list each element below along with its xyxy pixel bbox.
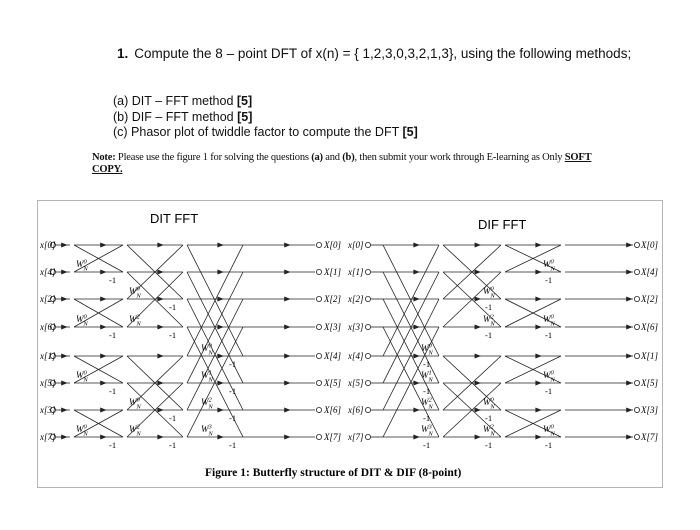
note-text: and bbox=[322, 152, 343, 163]
method-item-c bbox=[113, 125, 418, 141]
dit-output-label: X[7] bbox=[324, 432, 342, 442]
node-circle bbox=[634, 296, 639, 301]
method-marks: [5] bbox=[402, 125, 418, 139]
arrow-head bbox=[475, 353, 481, 358]
twiddle-factor: $W^0$ N bbox=[483, 285, 495, 300]
arrow-head bbox=[217, 380, 223, 385]
node-circle bbox=[634, 242, 639, 247]
arrow-head bbox=[217, 269, 223, 274]
arrow-head bbox=[61, 434, 67, 439]
arrow-head bbox=[157, 353, 163, 358]
node-circle bbox=[316, 380, 321, 385]
twiddle-factor: $W^1$ N bbox=[421, 369, 433, 384]
node-circle bbox=[316, 407, 321, 412]
minus-one-label: -1 bbox=[109, 440, 117, 450]
arrow-head bbox=[413, 242, 419, 247]
method-label: (b) DIF – FFT method bbox=[113, 109, 234, 124]
twiddle-factor: $W^0$ N bbox=[76, 313, 88, 328]
arrow-head bbox=[217, 296, 223, 301]
arrow-head bbox=[217, 434, 223, 439]
arrow-head bbox=[100, 296, 106, 301]
minus-one-label: -1 bbox=[169, 440, 177, 450]
node-circle bbox=[634, 380, 639, 385]
arrow-head bbox=[157, 407, 163, 412]
node-circle bbox=[634, 407, 639, 412]
arrow-head bbox=[413, 353, 419, 358]
twiddle-factor: $W^2$ N bbox=[129, 423, 141, 438]
dif-input-label: x[1] bbox=[348, 267, 364, 277]
node-circle bbox=[365, 269, 370, 274]
dif-title: DIF FFT bbox=[478, 217, 527, 232]
arrow-head bbox=[61, 407, 67, 412]
arrow-head bbox=[217, 407, 223, 412]
arrow-head bbox=[61, 269, 67, 274]
arrow-head bbox=[284, 380, 290, 385]
minus-one-label: -1 bbox=[485, 413, 493, 423]
arrow-head bbox=[626, 269, 632, 274]
figure-caption: Figure 1: Butterfly structure of DIT & DIF (8-point) bbox=[205, 467, 462, 479]
question-title bbox=[117, 46, 631, 61]
arrow-head bbox=[626, 407, 632, 412]
arrow-head bbox=[626, 353, 632, 358]
dif-input-label: x[2] bbox=[348, 294, 364, 304]
node-circle bbox=[316, 242, 321, 247]
dit-input-label: x[5] bbox=[40, 378, 56, 388]
node-circle bbox=[365, 380, 370, 385]
dit-input-label: x[1] bbox=[40, 351, 56, 361]
twiddle-factor: $W^0$ N bbox=[421, 342, 433, 357]
arrow-head bbox=[475, 269, 481, 274]
minus-one-label: -1 bbox=[229, 413, 237, 423]
node-circle bbox=[316, 296, 321, 301]
minus-one-label: -1 bbox=[545, 330, 553, 340]
dif-input-label: x[0] bbox=[348, 240, 364, 250]
question-text: Compute the 8 – point DFT of x(n) = { 1,2,3,0,3,2,1,3}, using the following methods; bbox=[134, 46, 632, 61]
dit-input-label: x[3] bbox=[40, 405, 56, 415]
minus-one-label: -1 bbox=[229, 386, 237, 396]
arrow-head bbox=[217, 242, 223, 247]
minus-one-label: -1 bbox=[485, 440, 493, 450]
minus-one-label: -1 bbox=[545, 275, 553, 285]
arrow-head bbox=[535, 353, 541, 358]
twiddle-factor: $W^0$ N bbox=[76, 369, 88, 384]
twiddle-factor: $W^2$ N bbox=[421, 396, 433, 411]
note-prefix: Note: bbox=[92, 152, 116, 163]
arrow-head bbox=[626, 324, 632, 329]
minus-one-label: -1 bbox=[545, 386, 553, 396]
arrow-head bbox=[626, 296, 632, 301]
dit-input-label: x[2] bbox=[40, 294, 56, 304]
note-text: Please use the figure 1 for solving the questions bbox=[115, 152, 312, 163]
node-circle bbox=[634, 434, 639, 439]
twiddle-factor: $W^0$ N bbox=[543, 258, 555, 273]
twiddle-factor: $W^0$ N bbox=[543, 369, 555, 384]
arrow-head bbox=[217, 324, 223, 329]
dit-input-label: x[6] bbox=[40, 322, 56, 332]
node-circle bbox=[365, 434, 370, 439]
minus-one-label: -1 bbox=[423, 386, 431, 396]
minus-one-label: -1 bbox=[229, 440, 237, 450]
arrow-head bbox=[413, 434, 419, 439]
note-paragraph bbox=[92, 152, 612, 175]
dit-output-label: X[2] bbox=[324, 294, 342, 304]
twiddle-factor: $W^0$ N bbox=[543, 313, 555, 328]
dit-output-label: X[4] bbox=[324, 351, 342, 361]
dif-output-label: X[6] bbox=[641, 322, 659, 332]
twiddle-factor: $W^3$ N bbox=[201, 423, 213, 438]
node-circle bbox=[316, 269, 321, 274]
note-soft-copy: SOFT COPY. bbox=[92, 152, 592, 175]
minus-one-label: -1 bbox=[229, 359, 237, 369]
arrow-head bbox=[100, 269, 106, 274]
arrow-head bbox=[535, 380, 541, 385]
arrow-head bbox=[284, 269, 290, 274]
minus-one-label: -1 bbox=[169, 302, 177, 312]
arrow-head bbox=[217, 353, 223, 358]
arrow-head bbox=[100, 407, 106, 412]
node-circle bbox=[316, 434, 321, 439]
twiddle-factor: $W^0$ N bbox=[543, 423, 555, 438]
note-ref-b: (b) bbox=[342, 152, 355, 163]
minus-one-label: -1 bbox=[423, 413, 431, 423]
dit-title: DIT FFT bbox=[150, 211, 199, 226]
minus-one-label: -1 bbox=[109, 386, 117, 396]
node-circle bbox=[634, 269, 639, 274]
twiddle-factor: $W^2$ N bbox=[129, 313, 141, 328]
arrow-head bbox=[475, 434, 481, 439]
node-circle bbox=[634, 353, 639, 358]
dif-input-label: x[7] bbox=[348, 432, 364, 442]
dit-input-label: x[7] bbox=[40, 432, 56, 442]
dif-output-label: X[7] bbox=[641, 432, 659, 442]
figure-1 bbox=[37, 200, 663, 488]
arrow-head bbox=[100, 380, 106, 385]
dif-output-label: X[4] bbox=[641, 267, 659, 277]
arrow-head bbox=[535, 434, 541, 439]
arrow-head bbox=[535, 242, 541, 247]
dif-output-label: X[0] bbox=[641, 240, 659, 250]
butterfly-diagram bbox=[38, 201, 662, 487]
twiddle-factor: $W^2$ N bbox=[201, 396, 213, 411]
arrow-head bbox=[535, 407, 541, 412]
arrow-head bbox=[475, 296, 481, 301]
question-number: 1. bbox=[117, 46, 129, 61]
twiddle-factor: $W^0$ N bbox=[76, 258, 88, 273]
node-circle bbox=[316, 353, 321, 358]
arrow-head bbox=[284, 242, 290, 247]
minus-one-label: -1 bbox=[423, 359, 431, 369]
dit-input-label: x[0] bbox=[40, 240, 56, 250]
minus-one-label: -1 bbox=[485, 330, 493, 340]
twiddle-factor: $W^0$ N bbox=[76, 423, 88, 438]
dif-output-label: X[1] bbox=[641, 351, 659, 361]
arrow-head bbox=[157, 434, 163, 439]
dif-output-label: X[3] bbox=[641, 405, 659, 415]
twiddle-factor: $W^1$ N bbox=[201, 369, 213, 384]
method-marks: [5] bbox=[237, 109, 253, 124]
dit-output-label: X[5] bbox=[324, 378, 342, 388]
arrow-head bbox=[100, 242, 106, 247]
method-label: (c) Phasor plot of twiddle factor to compute the DFT bbox=[113, 125, 400, 139]
minus-one-label: -1 bbox=[109, 330, 117, 340]
method-item-a bbox=[113, 94, 418, 110]
dif-input-label: x[5] bbox=[348, 378, 364, 388]
dif-output-label: X[2] bbox=[641, 294, 659, 304]
node-circle bbox=[365, 242, 370, 247]
arrow-head bbox=[535, 269, 541, 274]
arrow-head bbox=[413, 380, 419, 385]
arrow-head bbox=[535, 296, 541, 301]
arrow-head bbox=[284, 324, 290, 329]
node-circle bbox=[365, 324, 370, 329]
arrow-head bbox=[413, 324, 419, 329]
method-item-b bbox=[113, 110, 418, 126]
minus-one-label: -1 bbox=[169, 413, 177, 423]
minus-one-label: -1 bbox=[109, 275, 117, 285]
arrow-head bbox=[475, 242, 481, 247]
arrow-head bbox=[413, 269, 419, 274]
note-ref-a: (a) bbox=[311, 152, 323, 163]
arrow-head bbox=[284, 353, 290, 358]
arrow-head bbox=[535, 324, 541, 329]
minus-one-label: -1 bbox=[485, 302, 493, 312]
arrow-head bbox=[157, 269, 163, 274]
arrow-head bbox=[626, 380, 632, 385]
twiddle-factor: $W^0$ N bbox=[129, 285, 141, 300]
twiddle-factor: $W^0$ N bbox=[129, 396, 141, 411]
dif-output-label: X[5] bbox=[641, 378, 659, 388]
arrow-head bbox=[284, 434, 290, 439]
arrow-head bbox=[100, 434, 106, 439]
arrow-head bbox=[284, 407, 290, 412]
dif-input-label: x[4] bbox=[348, 351, 364, 361]
arrow-head bbox=[61, 324, 67, 329]
twiddle-factor: $W^2$ N bbox=[483, 313, 495, 328]
dif-input-label: x[6] bbox=[348, 405, 364, 415]
method-list bbox=[113, 94, 418, 141]
node-circle bbox=[365, 353, 370, 358]
arrow-head bbox=[100, 353, 106, 358]
minus-one-label: -1 bbox=[545, 440, 553, 450]
twiddle-factor: $W^3$ N bbox=[421, 423, 433, 438]
arrow-head bbox=[157, 242, 163, 247]
note-text: , then submit your work through E-learning as Only bbox=[354, 152, 565, 163]
node-circle bbox=[316, 324, 321, 329]
arrow-head bbox=[61, 353, 67, 358]
arrow-head bbox=[100, 324, 106, 329]
arrow-head bbox=[284, 296, 290, 301]
twiddle-factor: $W^0$ N bbox=[201, 342, 213, 357]
minus-one-label: -1 bbox=[169, 330, 177, 340]
twiddle-factor: $W^0$ N bbox=[483, 396, 495, 411]
minus-one-label: -1 bbox=[423, 440, 431, 450]
arrow-head bbox=[413, 296, 419, 301]
method-marks: [5] bbox=[236, 94, 253, 108]
arrow-head bbox=[61, 242, 67, 247]
dit-output-label: X[6] bbox=[324, 405, 342, 415]
dit-output-label: X[3] bbox=[324, 322, 342, 332]
arrow-head bbox=[626, 242, 632, 247]
arrow-head bbox=[61, 380, 67, 385]
dif-input-label: x[3] bbox=[348, 322, 364, 332]
dit-input-label: x[4] bbox=[40, 267, 56, 277]
arrow-head bbox=[157, 296, 163, 301]
arrow-head bbox=[61, 296, 67, 301]
arrow-head bbox=[413, 407, 419, 412]
dit-output-label: X[1] bbox=[324, 267, 342, 277]
arrow-head bbox=[475, 407, 481, 412]
arrow-head bbox=[157, 324, 163, 329]
method-label: (a) DIT – FFT method bbox=[113, 94, 234, 108]
arrow-head bbox=[157, 380, 163, 385]
dit-output-label: X[0] bbox=[324, 240, 342, 250]
arrow-head bbox=[475, 324, 481, 329]
node-circle bbox=[365, 407, 370, 412]
twiddle-factor: $W^2$ N bbox=[483, 423, 495, 438]
arrow-head bbox=[626, 434, 632, 439]
arrow-head bbox=[475, 380, 481, 385]
node-circle bbox=[634, 324, 639, 329]
node-circle bbox=[365, 296, 370, 301]
